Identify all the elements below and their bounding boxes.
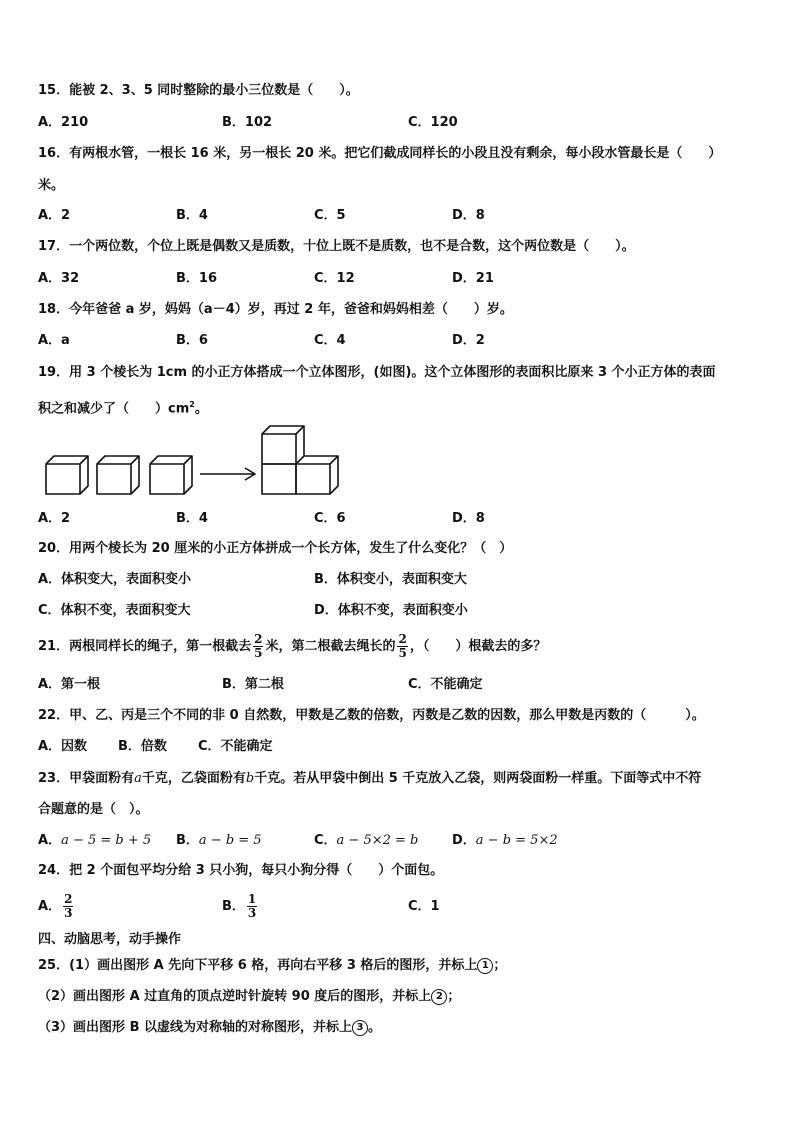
q23-option-b-label: B．	[176, 833, 199, 848]
q19-text: 19．用 3 个棱长为 1cm 的小正方体搭成一个立体图形，(如图)。这个立体图形的表面积比原来 3 个小正方体的表面	[38, 365, 716, 380]
q19-option-b: B．4	[176, 511, 208, 526]
q19-option-d: D．8	[452, 511, 485, 526]
q23-var-a: a	[134, 771, 142, 786]
q21-text-b: 米，第二根截去绳长的	[265, 639, 396, 654]
q15-option-c: C．120	[408, 115, 458, 130]
q24-text: 24．把 2 个面包平均分给 3 只小狗，每只小狗分得（ ）个面包。	[38, 863, 444, 878]
q25-part-3-end: 。	[368, 1020, 382, 1035]
q24-option-a-denominator: 3	[64, 906, 73, 920]
q23-option-a	[38, 832, 151, 850]
q24-option-b-denominator: 3	[247, 906, 257, 920]
q25-part-1-text: 25．(1）画出图形 A 先向下平移 6 格，再向右平移 3 格后的图形，并标上	[38, 958, 478, 973]
q24-option-a-label: A．	[38, 899, 62, 914]
q23-option-c	[314, 832, 418, 850]
q16-option-c: C．5	[314, 208, 346, 223]
q22-option-b: B．倍数	[118, 739, 167, 754]
single-cube-2	[97, 456, 139, 494]
q23-option-c-expression: a − 5×2 = b	[336, 833, 419, 848]
q24-option-b	[222, 890, 259, 924]
q23-text-a: 23．甲袋面粉有	[38, 771, 135, 786]
q17-option-d: D．21	[452, 271, 494, 286]
single-cube-3	[150, 456, 192, 494]
q25-part-2-end: ；	[447, 989, 461, 1004]
q24-option-a	[38, 890, 75, 924]
q24-option-b-label: B．	[222, 899, 245, 914]
q22-text: 22．甲、乙、丙是三个不同的非 0 自然数，甲数是乙数的倍数，丙数是乙数的因数，那么甲数是丙数的（ ）。	[38, 708, 705, 723]
q24-option-c: C．1	[408, 899, 440, 914]
single-cube-1	[46, 456, 88, 494]
circled-number-2: 2	[431, 989, 447, 1005]
q23-option-b	[176, 832, 262, 850]
q21-text	[38, 632, 546, 662]
q19-text-cont-a: 积之和减少了（ ）cm	[38, 401, 190, 417]
q23-text-b: 千克，乙袋面粉有	[141, 771, 246, 786]
q15-option-a: A．210	[38, 115, 89, 130]
q23-option-d	[452, 832, 558, 850]
q23-option-d-label: D．	[452, 833, 476, 848]
q23-var-b: b	[245, 771, 255, 786]
q18-option-c: C．4	[314, 333, 346, 348]
q21-option-a: A．第一根	[38, 677, 101, 692]
q23-text-c: 千克。若从甲袋中倒出 5 千克放入乙袋，则两袋面粉一样重。下面等式中不符	[254, 771, 702, 786]
q23-option-d-expression: a − b = 5×2	[475, 833, 558, 848]
q19-text-cont-b: 。	[194, 401, 208, 417]
q21-fraction-1	[253, 633, 263, 660]
combined-cube-shape	[262, 426, 338, 494]
q23-option-a-expression: a − 5 = b + 5	[61, 833, 152, 848]
q20-option-c: C．体积不变，表面积变大	[38, 603, 191, 618]
circled-number-1: 1	[477, 958, 493, 974]
q21-fraction-2-denominator: 5	[398, 646, 407, 660]
q18-text: 18．今年爸爸 a 岁，妈妈（a－4）岁，再过 2 年，爸爸和妈妈相差（ ）岁。	[38, 302, 513, 317]
q21-option-b: B．第二根	[222, 677, 284, 692]
q16-option-b: B．4	[176, 208, 208, 223]
q21-fraction-2-numerator: 2	[398, 632, 407, 646]
q23-text	[38, 770, 701, 788]
q19-cube-figure	[40, 422, 400, 502]
arrow-icon	[200, 468, 255, 480]
q21-fraction-1-denominator: 5	[254, 646, 263, 660]
q21-fraction-2	[397, 633, 407, 660]
q21-fraction-1-numerator: 2	[254, 632, 263, 646]
q18-option-d: D．2	[452, 333, 485, 348]
q15-option-b: B．102	[222, 115, 273, 130]
q23-option-c-label: C．	[314, 833, 337, 848]
q25-part-1-end: ；	[493, 958, 507, 973]
q19-superscript: 2	[189, 400, 195, 409]
q23-option-a-label: A．	[38, 833, 62, 848]
q22-option-a: A．因数	[38, 739, 88, 754]
circled-number-3: 3	[352, 1020, 368, 1036]
q16-option-d: D．8	[452, 208, 485, 223]
q19-text-cont	[38, 396, 208, 418]
q20-text: 20．用两个棱长为 20 厘米的小正方体拼成一个长方体，发生了什么变化？（ ）	[38, 541, 513, 556]
q20-option-b: B．体积变小，表面积变大	[314, 572, 467, 587]
section-4-heading: 四、动脑思考，动手操作	[38, 932, 182, 947]
q16-text: 16．有两根水管，一根长 16 米，另一根长 20 米。把它们截成同样长的小段且没有剩余，每小段水管最长是（ ）	[38, 146, 722, 161]
q17-option-b: B．16	[176, 271, 217, 286]
q25-part-3-text: （3）画出图形 B 以虚线为对称轴的对称图形，并标上	[38, 1020, 353, 1035]
q17-option-a: A．32	[38, 271, 80, 286]
q24-option-b-fraction	[247, 893, 257, 920]
q23-text-cont: 合题意的是（ ）。	[38, 802, 149, 817]
q20-option-d: D．体积不变，表面积变小	[314, 603, 468, 618]
q25-part-2-text: （2）画出图形 A 过直角的顶点逆时针旋转 90 度后的图形，并标上	[38, 989, 432, 1004]
q15-text: 15．能被 2、3、5 同时整除的最小三位数是（ ）。	[38, 83, 359, 98]
q16-text-cont: 米。	[38, 178, 65, 193]
q19-option-a: A．2	[38, 511, 71, 526]
q20-option-a: A．体积变大，表面积变小	[38, 572, 192, 587]
q24-option-a-numerator: 2	[64, 892, 73, 906]
q21-text-c: ，（ ）根截去的多？	[409, 639, 547, 654]
q25-part-2	[38, 988, 460, 1006]
q21-option-c: C．不能确定	[408, 677, 483, 692]
q18-option-b: B．6	[176, 333, 208, 348]
q16-option-a: A．2	[38, 208, 71, 223]
q23-option-b-expression: a − b = 5	[198, 833, 262, 848]
q22-option-c: C．不能确定	[198, 739, 273, 754]
q19-option-c: C．6	[314, 511, 346, 526]
q24-option-b-numerator: 1	[247, 892, 257, 906]
q25-part-1	[38, 957, 506, 975]
q17-option-c: C．12	[314, 271, 355, 286]
q17-text: 17．一个两位数，个位上既是偶数又是质数，十位上既不是质数，也不是合数，这个两位数是（ ）。	[38, 239, 635, 254]
q21-text-a: 21．两根同样长的绳子，第一根截去	[38, 639, 252, 654]
q25-part-3	[38, 1019, 381, 1037]
q18-option-a: A．a	[38, 333, 70, 348]
q24-option-a-fraction	[63, 893, 73, 920]
